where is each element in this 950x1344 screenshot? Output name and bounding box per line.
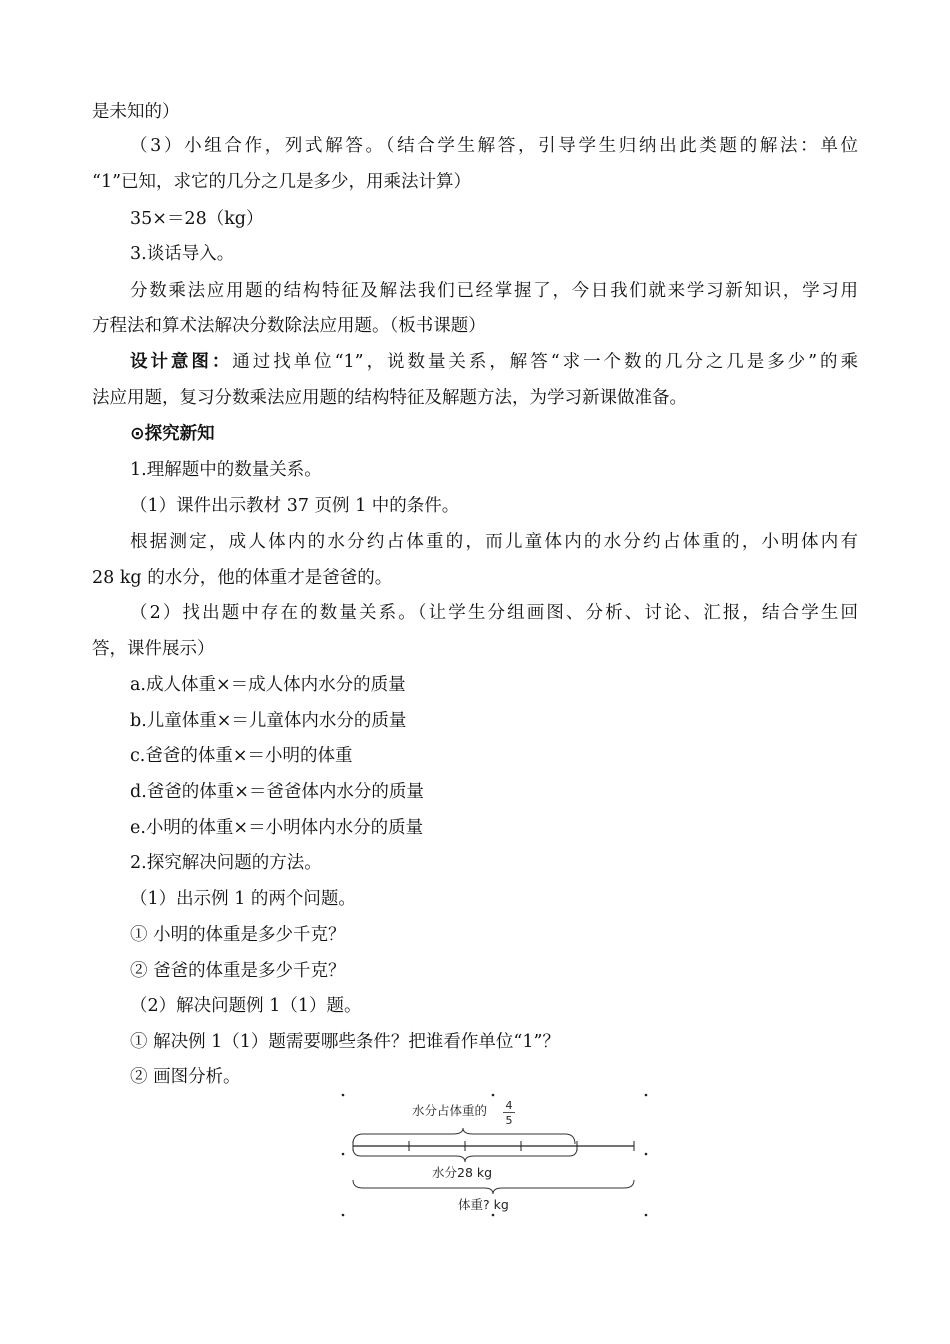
question-item: ② 画图分析。 <box>130 1067 241 1087</box>
corner-dot <box>342 1153 345 1156</box>
design-intent-label: 设计意图： <box>130 352 233 372</box>
section-heading: 1.理解题中的数量关系。 <box>130 460 322 480</box>
text-line: 法应用题，复习分数乘法应用题的结构特征及解题方法，为学习新课做准备。 <box>92 388 687 408</box>
section-heading: 3.谈话导入。 <box>130 244 235 264</box>
water-ratio-label: 水分占体重的 <box>412 1103 488 1118</box>
text-line: （1）出示例 1 的两个问题。 <box>130 889 356 909</box>
corner-dot <box>342 1094 345 1097</box>
water-amount-label: 水分28 kg <box>432 1165 493 1180</box>
fraction-numerator: 4 <box>505 1099 513 1112</box>
text-line: （3）小组合作，列式解答。（结合学生解答，引导学生归纳出此类题的解法：单位 <box>130 136 858 156</box>
question-item: ① 小明的体重是多少千克？ <box>130 925 346 945</box>
corner-dot <box>342 1214 345 1217</box>
relation-item: d.爸爸的体重×＝爸爸体内水分的质量 <box>130 782 424 802</box>
fraction-denominator: 5 <box>505 1114 513 1127</box>
top-brace <box>353 1128 575 1144</box>
text-line: （2）解决问题例 1（1）题。 <box>130 996 362 1016</box>
question-item: ① 解决例 1（1）题需要哪些条件？把谁看作单位“1”？ <box>130 1032 560 1052</box>
text-line: 答，课件展示） <box>92 639 215 659</box>
text-line: 分数乘法应用题的结构特征及解法我们已经掌握了，今日我们就来学习新知识，学习用 <box>130 281 858 301</box>
body-weight-label: 体重? kg <box>458 1197 509 1212</box>
text-line: “1”已知，求它的几分之几是多少，用乘法计算） <box>92 172 472 192</box>
relation-item: e.小明的体重×＝小明体内水分的质量 <box>130 818 424 838</box>
text-line: 是未知的） <box>92 102 180 122</box>
text-line: （1）课件出示教材 37 页例 1 中的条件。 <box>130 496 460 516</box>
corner-dot <box>492 1214 495 1217</box>
text-line: 根据测定，成人体内的水分约占体重的，而儿童体内的水分约占体重的，小明体内有 <box>130 532 858 552</box>
question-item: ② 爸爸的体重是多少千克？ <box>130 961 346 981</box>
line-segment-diagram <box>336 1088 656 1220</box>
relation-item: a.成人体重×＝成人体内水分的质量 <box>130 675 406 695</box>
corner-dot <box>645 1094 648 1097</box>
corner-dot <box>645 1153 648 1156</box>
corner-dot <box>492 1094 495 1097</box>
formula-line: 35×＝28（kg） <box>130 209 264 229</box>
relation-item: c.爸爸的体重×＝小明的体重 <box>130 746 353 766</box>
text-line: （2）找出题中存在的数量关系。（让学生分组画图、分析、讨论、汇报，结合学生回 <box>130 603 858 623</box>
corner-dot <box>645 1214 648 1217</box>
body-weight-brace <box>353 1180 634 1194</box>
text-line: 28 kg 的水分，他的体重才是爸爸的。 <box>92 568 393 588</box>
design-intent-line <box>130 350 858 374</box>
section-heading: 2.探究解决问题的方法。 <box>130 853 322 873</box>
section-title: ⊙探究新知 <box>130 424 215 444</box>
design-intent-text: 通过找单位“1”，说数量关系，解答“求一个数的几分之几是多少”的乘 <box>232 352 858 372</box>
text-line: 方程法和算术法解决分数除法应用题。（板书课题） <box>92 316 486 336</box>
relation-item: b.儿童体重×＝儿童体内水分的质量 <box>130 711 407 731</box>
